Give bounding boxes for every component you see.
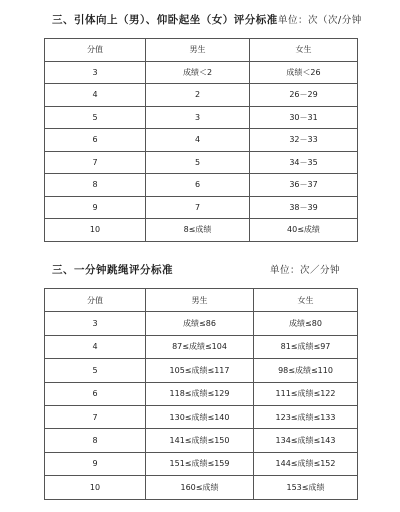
column-header: 女生 bbox=[250, 39, 358, 62]
score-cell: 6 bbox=[45, 382, 146, 405]
male-cell: 5 bbox=[146, 151, 250, 174]
table-header-row bbox=[45, 289, 358, 312]
male-cell: 160≤成绩 bbox=[146, 476, 254, 499]
table-row bbox=[45, 61, 358, 84]
male-cell: 130≤成绩≤140 bbox=[146, 405, 254, 428]
score-cell: 10 bbox=[45, 219, 146, 242]
score-cell: 9 bbox=[45, 452, 146, 475]
male-cell: 151≤成绩≤159 bbox=[146, 452, 254, 475]
score-cell: 4 bbox=[45, 84, 146, 107]
unit-label-pullups-situps: 单位：次（次/分钟 bbox=[278, 15, 362, 26]
column-header: 分值 bbox=[45, 39, 146, 62]
male-cell: 141≤成绩≤150 bbox=[146, 429, 254, 452]
section-title-jump-rope: 三、一分钟跳绳评分标准 bbox=[52, 264, 173, 276]
score-cell: 7 bbox=[45, 405, 146, 428]
score-cell: 3 bbox=[45, 61, 146, 84]
table-row bbox=[45, 476, 358, 499]
female-cell: 111≤成绩≤122 bbox=[254, 382, 358, 405]
section-title-pullups-situps: 三、引体向上（男）、仰卧起坐（女）评分标准 bbox=[52, 14, 278, 26]
table-row bbox=[45, 84, 358, 107]
scoring-table-pullups-situps bbox=[44, 38, 358, 242]
female-cell: 81≤成绩≤97 bbox=[254, 335, 358, 358]
table-body bbox=[45, 39, 358, 242]
score-cell: 8 bbox=[45, 174, 146, 197]
female-cell: 成绩＜26 bbox=[250, 61, 358, 84]
table-row bbox=[45, 151, 358, 174]
column-header: 分值 bbox=[45, 289, 146, 312]
table-row bbox=[45, 452, 358, 475]
table-row bbox=[45, 106, 358, 129]
table-row bbox=[45, 129, 358, 152]
score-cell: 4 bbox=[45, 335, 146, 358]
female-cell: 40≤成绩 bbox=[250, 219, 358, 242]
table-header-row bbox=[45, 39, 358, 62]
score-cell: 8 bbox=[45, 429, 146, 452]
table-row bbox=[45, 405, 358, 428]
female-cell: 32－33 bbox=[250, 129, 358, 152]
table-row bbox=[45, 429, 358, 452]
female-cell: 30－31 bbox=[250, 106, 358, 129]
table-row bbox=[45, 196, 358, 219]
table-row bbox=[45, 174, 358, 197]
column-header: 男生 bbox=[146, 39, 250, 62]
score-cell: 6 bbox=[45, 129, 146, 152]
male-cell: 2 bbox=[146, 84, 250, 107]
female-cell: 成绩≤80 bbox=[254, 312, 358, 335]
female-cell: 98≤成绩≤110 bbox=[254, 359, 358, 382]
female-cell: 36－37 bbox=[250, 174, 358, 197]
score-cell: 3 bbox=[45, 312, 146, 335]
male-cell: 6 bbox=[146, 174, 250, 197]
table-row bbox=[45, 382, 358, 405]
female-cell: 153≤成绩 bbox=[254, 476, 358, 499]
male-cell: 87≤成绩≤104 bbox=[146, 335, 254, 358]
female-cell: 26－29 bbox=[250, 84, 358, 107]
male-cell: 4 bbox=[146, 129, 250, 152]
male-cell: 成绩＜2 bbox=[146, 61, 250, 84]
male-cell: 7 bbox=[146, 196, 250, 219]
male-cell: 成绩≤86 bbox=[146, 312, 254, 335]
female-cell: 134≤成绩≤143 bbox=[254, 429, 358, 452]
unit-label-jump-rope: 单位：次／分钟 bbox=[270, 265, 341, 276]
male-cell: 8≤成绩 bbox=[146, 219, 250, 242]
scoring-table-jump-rope bbox=[44, 288, 358, 500]
female-cell: 38－39 bbox=[250, 196, 358, 219]
female-cell: 34－35 bbox=[250, 151, 358, 174]
column-header: 男生 bbox=[146, 289, 254, 312]
table-row bbox=[45, 219, 358, 242]
male-cell: 105≤成绩≤117 bbox=[146, 359, 254, 382]
column-header: 女生 bbox=[254, 289, 358, 312]
score-cell: 5 bbox=[45, 359, 146, 382]
table-row bbox=[45, 312, 358, 335]
female-cell: 123≤成绩≤133 bbox=[254, 405, 358, 428]
table-row bbox=[45, 335, 358, 358]
score-cell: 5 bbox=[45, 106, 146, 129]
score-cell: 9 bbox=[45, 196, 146, 219]
table-body bbox=[45, 289, 358, 500]
female-cell: 144≤成绩≤152 bbox=[254, 452, 358, 475]
male-cell: 3 bbox=[146, 106, 250, 129]
table-row bbox=[45, 359, 358, 382]
score-cell: 10 bbox=[45, 476, 146, 499]
male-cell: 118≤成绩≤129 bbox=[146, 382, 254, 405]
score-cell: 7 bbox=[45, 151, 146, 174]
